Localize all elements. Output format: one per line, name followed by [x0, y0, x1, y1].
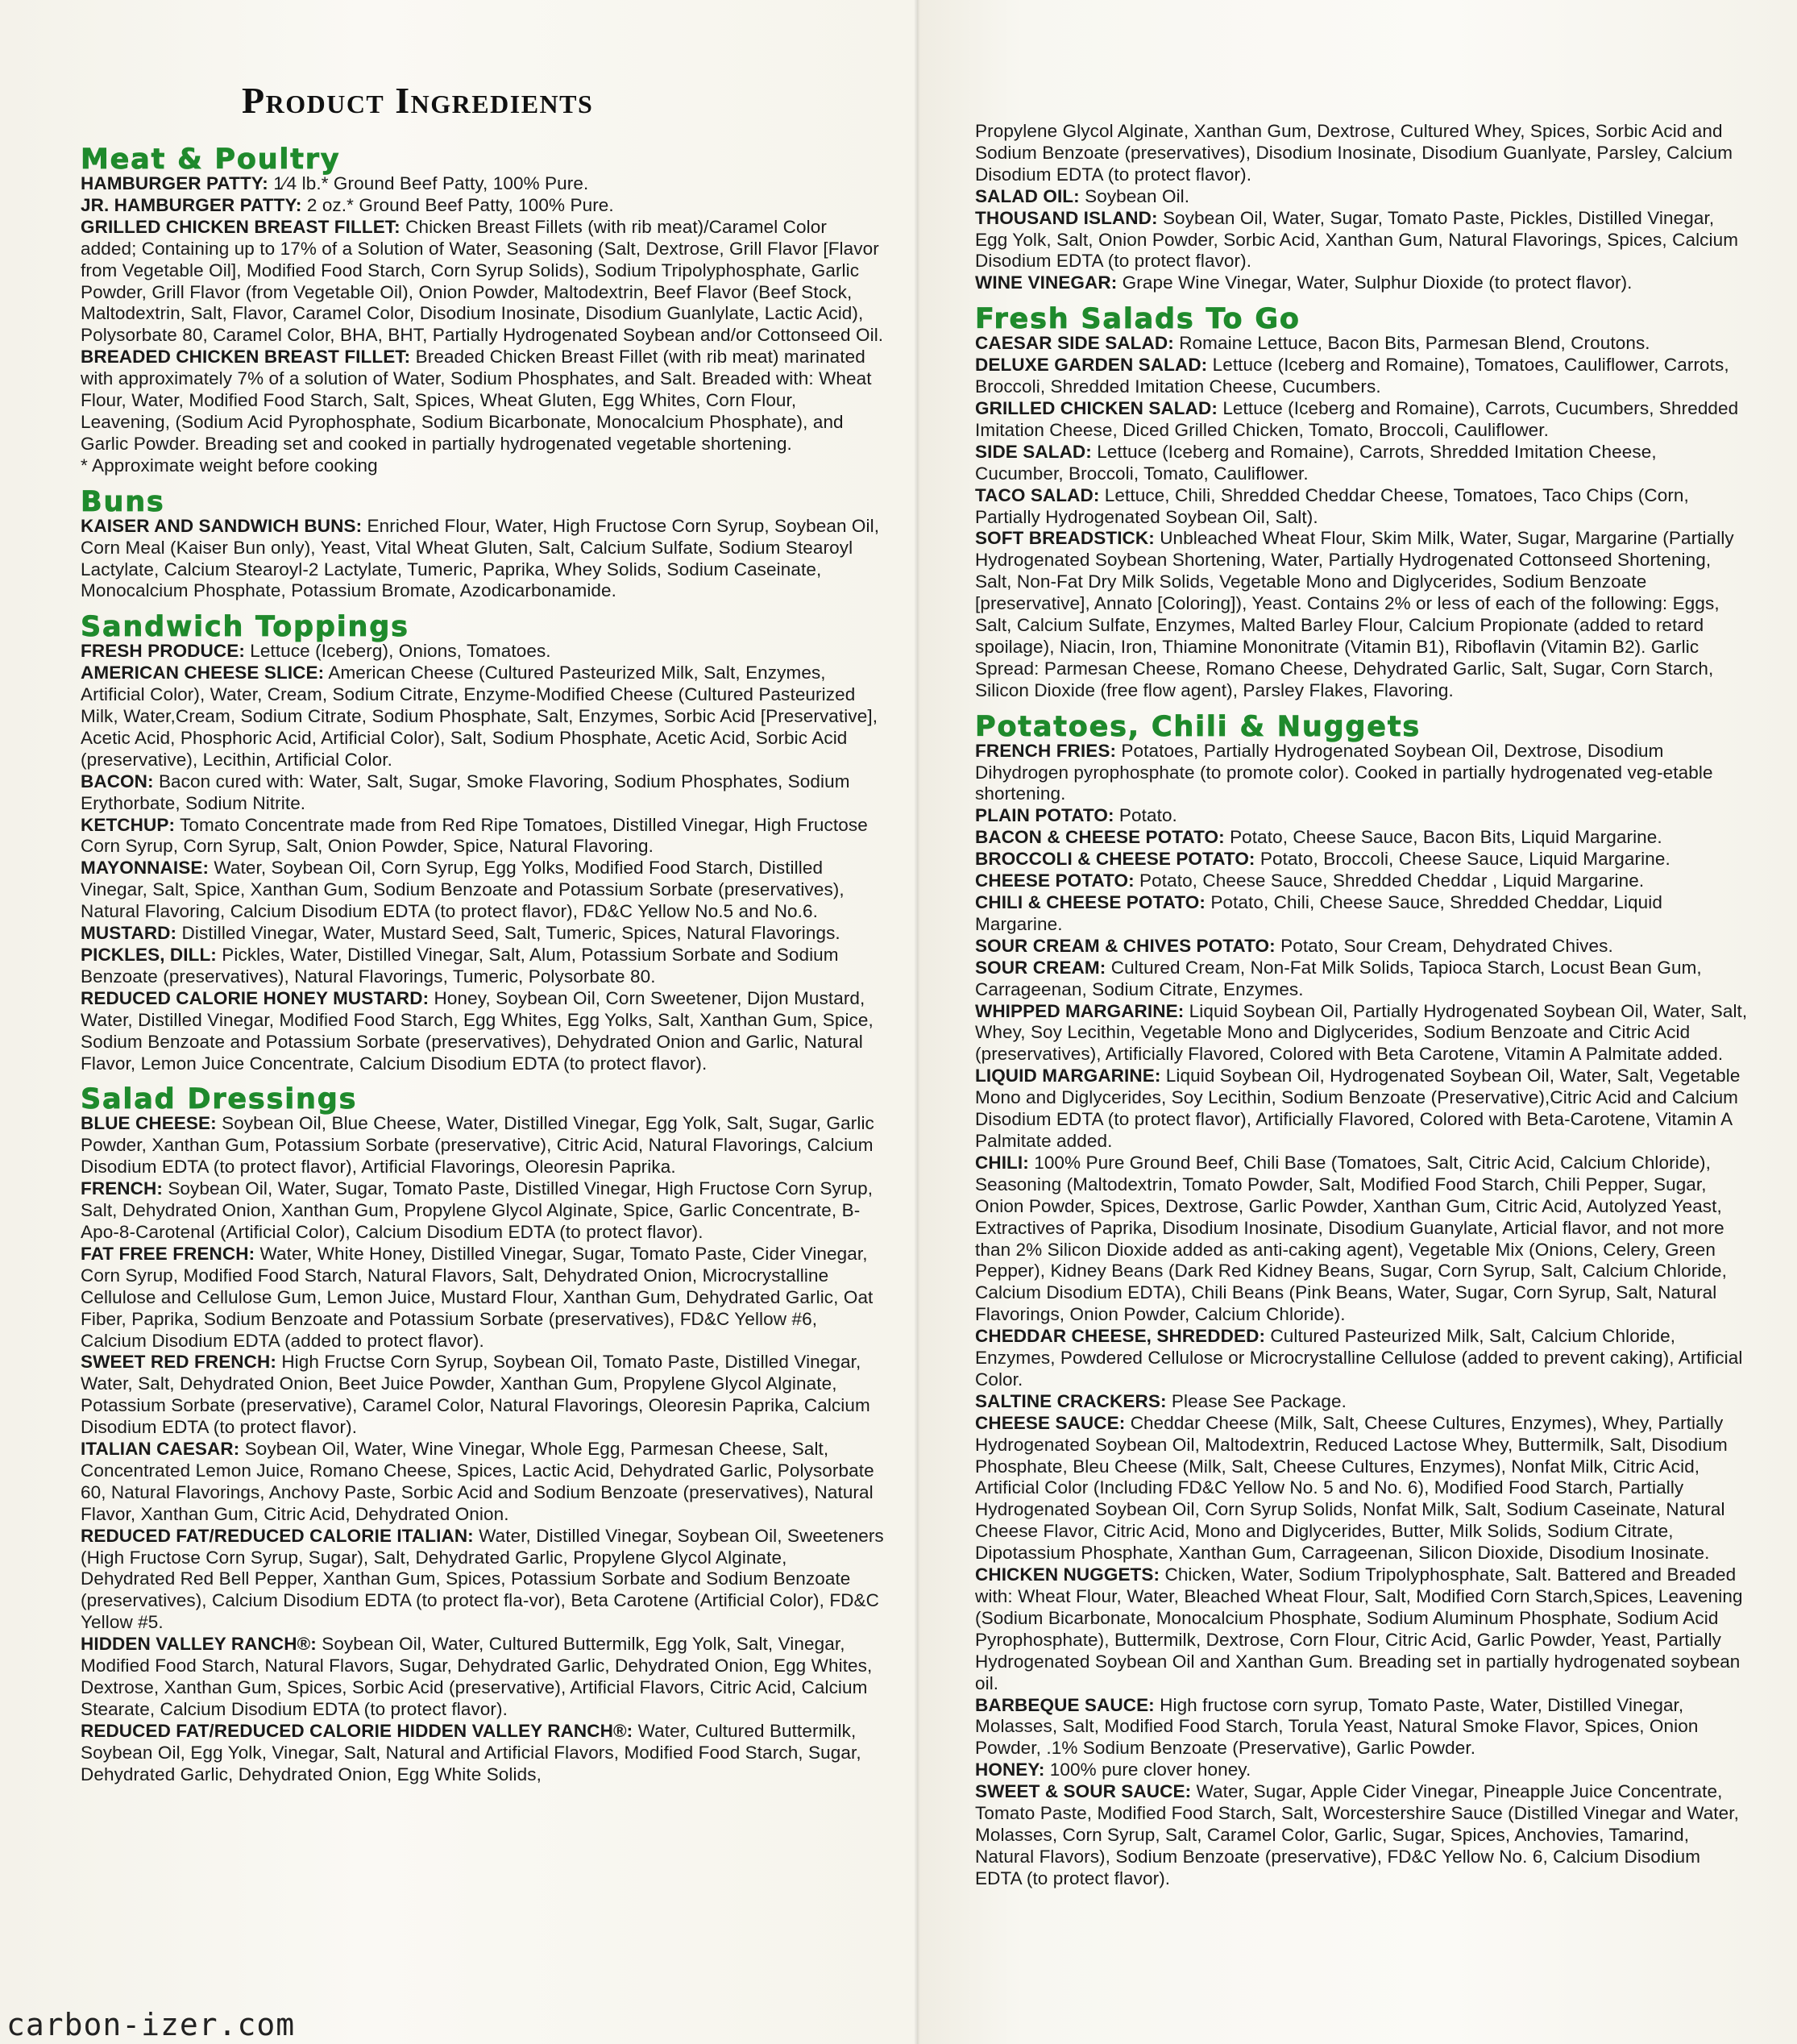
ingredient-name: HONEY:: [975, 1759, 1045, 1780]
ingredient-name: LIQUID MARGARINE:: [975, 1066, 1161, 1086]
ingredient-name: CHICKEN NUGGETS:: [975, 1564, 1160, 1585]
ingredient-entry: [975, 186, 1749, 208]
ingredient-entry: [81, 217, 886, 347]
ingredient-entry: [81, 771, 886, 815]
ingredient-list: Soybean Oil, Water, Wine Vinegar, Whole Egg, Parmesan Cheese, Salt, Concentrated Lemon Juice, Romano Cheese, Spices, Lactic Acid, Dehydrated Garlic, Polysorbate 60, Natural Flavorings, Anchovy Paste, Sorbic Acid and Sodium Benzoate (preservatives), Natural Flavor, Xanthan Gum, Citric Acid, Dehydrated Onion.: [81, 1439, 874, 1524]
ingredient-list: Enriched Flour, Water, High Fructose Corn Syrup, Soybean Oil, Corn Meal (Kaiser Bun only), Yeast, Vital Wheat Gluten, Salt, Calcium Sulfate, Sodium Stearoyl Lactylate, Calcium Stearoyl-2 Lactylate, Tumeric, Paprika, Whey Solids, Sodium Caseinate, Monocalcium Phosphate, Potassium Bromate, Azodicarbonamide.: [81, 515, 880, 601]
ingredient-list: Lettuce (Iceberg and Romaine), Tomatoes, Cauliflower, Carrots, Broccoli, Shredded Imitation Cheese, Cucumbers.: [975, 355, 1729, 397]
ingredient-list: Water, White Honey, Distilled Vinegar, Sugar, Tomato Paste, Cider Vinegar, Corn Syrup, Modified Food Starch, Natural Flavors, Salt, Dehydrated Onion, Microcrystalline Cellulose and Cellulose Gum, Lemon Juice, Mustard Flour, Xanthan Gum, Dehydrated Garlic, Oat Fiber, Paprika, Sodium Benzoate and Potassium Sorbate (preservatives), FD&C Yellow #6, Calcium Disodium EDTA (added to protect flavor).: [81, 1243, 874, 1351]
ingredient-list: Propylene Glycol Alginate, Xanthan Gum, Dextrose, Cultured Whey, Spices, Sorbic Acid and Sodium Benzoate (preservatives), Disodium Inosinate, Disodium Guanlyate, Parsley, Calcium Disodium EDTA (to protect flavor).: [975, 121, 1733, 185]
ingredient-list: 1⁄4 lb.* Ground Beef Patty, 100% Pure.: [273, 173, 589, 193]
page-fold: [914, 0, 920, 2044]
section: [975, 710, 1749, 1890]
ingredient-entry: [975, 1001, 1749, 1066]
ingredient-entry: [975, 1759, 1749, 1781]
ingredient-entry: [975, 121, 1749, 186]
ingredient-list: Potato, Sour Cream, Dehydrated Chives.: [1280, 935, 1613, 956]
left-column: [81, 143, 886, 1797]
ingredient-name: TACO SALAD:: [975, 484, 1100, 505]
ingredient-entry: [81, 1439, 886, 1526]
ingredient-entry: [975, 208, 1749, 273]
ingredient-list: Cultured Pasteurized Milk, Salt, Calcium Chloride, Enzymes, Powdered Cellulose or Microcrystalline Cellulose (added to prevent caking), Artificial Color.: [975, 1326, 1743, 1390]
ingredient-name: SWEET & SOUR SAUCE:: [975, 1781, 1192, 1802]
ingredient-name: SALAD OIL:: [975, 185, 1080, 206]
ingredient-name: MUSTARD:: [81, 923, 177, 944]
ingredient-list: Water, Distilled Vinegar, Soybean Oil, Sweeteners (High Fructose Corn Syrup, Sugar), Salt, Dehydrated Garlic, Propylene Glycol Alginate, Dehydrated Red Bell Pepper, Xanthan Gum, Spices, Potassium Sorbate and Sodium Benzoate (preservatives), Calcium Disodium EDTA (to protect fla-vor), Beta Carotene (Artificial Color), FD&C Yellow #5.: [81, 1525, 884, 1633]
ingredient-list: Honey, Soybean Oil, Corn Sweetener, Dijon Mustard, Water, Distilled Vinegar, Modified Food Starch, Egg Whites, Egg Yolks, Salt, Xanthan Gum, Spice, Sodium Benzoate and Potassium Sorbate (preservatives), Dehydrated Onion and Garlic, Natural Flavor, Lemon Juice Concentrate, Calcium Disodium EDTA (to protect flavor).: [81, 987, 874, 1074]
ingredient-entry: [975, 870, 1749, 892]
section-title: Meat & Poultry: [81, 143, 341, 176]
ingredient-entry: [975, 1413, 1749, 1564]
ingredient-name: DELUXE GARDEN SALAD:: [975, 355, 1208, 376]
ingredient-list: Soybean Oil.: [1085, 185, 1190, 206]
ingredient-entry: [975, 1564, 1749, 1694]
ingredient-name: FRENCH:: [81, 1178, 163, 1199]
ingredient-name: SIDE SALAD:: [975, 441, 1092, 462]
ingredient-list: 100% pure clover honey.: [1049, 1759, 1251, 1780]
ingredient-entry: [975, 958, 1749, 1001]
ingredient-name: BACON:: [81, 771, 154, 791]
ingredient-name: BREADED CHICKEN BREAST FILLET:: [81, 347, 411, 368]
section: [975, 305, 1749, 701]
ingredient-name: CAESAR SIDE SALAD:: [975, 333, 1174, 354]
ingredient-entry: [975, 272, 1749, 294]
ingredient-name: CHEESE POTATO:: [975, 870, 1135, 891]
ingredient-list: Chicken Breast Fillets (with rib meat)/Caramel Color added; Containing up to 17% of a Solution of Water, Seasoning (Salt, Dextrose, Grill Flavor [Flavor from Vegetable Oil], Modified Food Starch, Corn Syrup Solids), Sodium Tripolyphosphate, Garlic Powder, Grill Flavor (from Vegetable Oil), Onion Powder, Maltodextrin, Beef Flavor (Beef Stock, Maltodextrin, Salt, Flavor, Caramel Color, Disodium Inosinate, Disodium Guanlylate, Lactic Acid), Polysorbate 80, Caramel Color, BHA, BHT, Partially Hydrogenated Soybean and/or Cottonseed Oil.: [81, 216, 884, 346]
ingredient-name: REDUCED FAT/REDUCED CALORIE ITALIAN:: [81, 1525, 474, 1546]
ingredient-list: Liquid Soybean Oil, Hydrogenated Soybean Oil, Water, Salt, Vegetable Mono and Diglycerides, Soy Lecithin, Sodium Benzoate (Preservative),Citric Acid and Calcium Disodium EDTA (to protect flavor), Artificially Flavored, Colored with Beta-Carotene, Vitamin A Palmitate added.: [975, 1066, 1741, 1151]
ingredient-entry: [81, 641, 886, 663]
ingredient-entry: [81, 1721, 886, 1786]
ingredient-name: MAYONNAISE:: [81, 858, 210, 879]
ingredient-entry: [81, 195, 886, 217]
ingredient-list: Romaine Lettuce, Bacon Bits, Parmesan Blend, Croutons.: [1179, 333, 1650, 354]
ingredient-entry: [975, 741, 1749, 806]
ingredient-name: SALTINE CRACKERS:: [975, 1390, 1167, 1411]
ingredient-entry: [975, 398, 1749, 442]
ingredient-name: KAISER AND SANDWICH BUNS:: [81, 515, 363, 536]
ingredient-list: Unbleached Wheat Flour, Skim Milk, Water, Sugar, Margarine (Partially Hydrogenated Soybean Shortening, Water, Partially Hydrogenated Cottonseed Shortening, Salt, Non-Fat Dry Milk Solids, Vegetable Mono and Diglycerides, Sodium Benzoate [preservative], Annato [Coloring]), Yeast. Contains 2% or less of each of the following: Eggs, Salt, Calcium Sulfate, Enzymes, Malted Barley Flour, Calcium Propionate (added to retard spoilage), Niacin, Iron, Thiamine Mononitrate (Vitamin B1), Riboflavin (Vitamin B2). Garlic Spread: Parmesan Cheese, Romano Cheese, Dehydrated Garlic, Salt, Sugar, Corn Starch, Silicon Dioxide (free flow agent), Parsley Flakes, Flavoring.: [975, 528, 1734, 700]
ingredient-list: Lettuce (Iceberg and Romaine), Carrots, Shredded Imitation Cheese, Cucumber, Broccoli, Tomato, Cauliflower.: [975, 441, 1657, 484]
ingredient-name: BACON & CHEESE POTATO:: [975, 827, 1225, 848]
ingredient-entry: [975, 849, 1749, 870]
ingredient-list: Pickles, Water, Distilled Vinegar, Salt, Alum, Potassium Sorbate and Sodium Benzoate (preservatives), Natural Flavorings, Tumeric, Polysorbate 80.: [81, 945, 839, 987]
ingredient-list: 100% Pure Ground Beef, Chili Base (Tomatoes, Salt, Citric Acid, Calcium Chloride), Seasoning (Maltodextrin, Tomato Powder, Salt, Modified Food Starch, Chili Pepper, Sugar, Onion Powder, Spices, Dextrose, Garlic Powder, Xanthan Gum, Citric Acid, Autolyzed Yeast, Extractives of Paprika, Disodium Inosinate, Disodium Guanylate, Articial flavor, and not more than 2% Silicon Dioxide added as anti-caking agent), Vegetable Mix (Onions, Celery, Green Pepper), Kidney Beans (Dark Red Kidney Beans, Sugar, Corn Syrup, Salt, Calcium Chloride, Calcium Disodium EDTA), Chili Beans (Pink Beans, Water, Sugar, Corn Syrup, Salt, Natural Flavorings, Onion Powder, Calcium Chloride).: [975, 1152, 1728, 1325]
ingredient-name: CHILI & CHEESE POTATO:: [975, 892, 1206, 912]
ingredient-entry: [81, 1113, 886, 1178]
ingredient-entry: [81, 923, 886, 945]
ingredient-list: Bacon cured with: Water, Salt, Sugar, Smoke Flavoring, Sodium Phosphates, Sodium Erythorbate, Sodium Nitrite.: [81, 771, 850, 813]
ingredient-list: Water, Sugar, Apple Cider Vinegar, Pineapple Juice Concentrate, Tomato Paste, Modified Food Starch, Salt, Worcestershire Sauce (Distilled Vinegar and Water, Molasses, Corn Syrup, Salt, Caramel Color, Garlic, Sugar, Spices, Anchovies, Tamarind, Natural Flavors), Sodium Benzoate (preservative), FD&C Yellow No. 6, Calcium Disodium EDTA (to protect flavor).: [975, 1781, 1739, 1888]
ingredient-list: Tomato Concentrate made from Red Ripe Tomatoes, Distilled Vinegar, High Fructose Corn Syrup, Corn Syrup, Salt, Onion Powder, Spice, Natural Flavoring.: [81, 814, 868, 857]
ingredient-name: WHIPPED MARGARINE:: [975, 1000, 1185, 1021]
ingredient-entry: [81, 1634, 886, 1721]
ingredient-entry: [975, 1066, 1749, 1153]
ingredient-entry: [975, 936, 1749, 958]
ingredient-name: PICKLES, DILL:: [81, 945, 217, 965]
section: [81, 485, 886, 603]
ingredient-name: HAMBURGER PATTY:: [81, 173, 268, 193]
ingredient-list: Potato.: [1118, 805, 1177, 826]
ingredient-list: High Fructse Corn Syrup, Soybean Oil, Tomato Paste, Distilled Vinegar, Water, Salt, Dehydrated Onion, Beet Juice Powder, Xanthan Gum, Propylene Glycol Alginate, Potassium Sorbate (preservative), Caramel Color, Natural Flavorings, Oleoresin Paprika, Calcium Disodium EDTA (to protect flavor).: [81, 1352, 870, 1438]
ingredient-name: GRILLED CHICKEN BREAST FILLET:: [81, 216, 400, 237]
ingredient-entry: [81, 1244, 886, 1352]
ingredient-list: Water, Cultured Buttermilk, Soybean Oil, Egg Yolk, Vinegar, Salt, Natural and Artificial Flavors, Modified Food Starch, Sugar, Dehydrated Garlic, Dehydrated Onion, Egg White Solids,: [81, 1720, 861, 1784]
ingredient-list: Lettuce (Iceberg and Romaine), Carrots, Cucumbers, Shredded Imitation Cheese, Diced Grilled Chicken, Tomato, Broccoli, Cauliflower.: [975, 397, 1739, 440]
ingredient-name: REDUCED CALORIE HONEY MUSTARD:: [81, 987, 430, 1008]
ingredient-entry: [975, 528, 1749, 701]
ingredient-list: Soybean Oil, Water, Cultured Buttermilk, Egg Yolk, Salt, Vinegar, Modified Food Starch, Natural Flavors, Sugar, Dehydrated Garlic, Dehydrated Onion, Egg Whites, Dextrose, Xanthan Gum, Spices, Sorbic Acid (preservative), Artificial Flavors, Citric Acid, Calcium Stearate, Calcium Disodium EDTA (to protect flavor).: [81, 1634, 873, 1719]
ingredient-list: Potato, Cheese Sauce, Shredded Cheddar , Liquid Margarine.: [1139, 870, 1645, 891]
section: [81, 613, 886, 1074]
ingredient-entry: [975, 1391, 1749, 1413]
ingredient-list: 2 oz.* Ground Beef Patty, 100% Pure.: [306, 194, 614, 215]
ingredient-entry: [975, 355, 1749, 398]
ingredient-name: CHEESE SAUCE:: [975, 1412, 1126, 1433]
ingredient-name: PLAIN POTATO:: [975, 805, 1114, 826]
ingredient-entry: [81, 663, 886, 771]
ingredient-entry: [81, 988, 886, 1075]
section: [81, 1083, 886, 1785]
ingredient-list: Lettuce, Chili, Shredded Cheddar Cheese, Tomatoes, Taco Chips (Corn, Partially Hydrogenated Soybean Oil, Salt).: [975, 484, 1689, 527]
footnote: * Approximate weight before cooking: [81, 455, 378, 476]
ingredient-list: Soybean Oil, Water, Sugar, Tomato Paste, Pickles, Distilled Vinegar, Egg Yolk, Salt, Onion Powder, Sorbic Acid, Xanthan Gum, Natural Flavorings, Spices, Calcium Disodium EDTA (to protect flavor).: [975, 207, 1739, 272]
ingredient-entry: [975, 1781, 1749, 1890]
ingredient-name: FRENCH FRIES:: [975, 740, 1117, 761]
ingredient-entry: [81, 516, 886, 603]
ingredient-name: SOFT BREADSTICK:: [975, 528, 1155, 549]
ingredient-entry: [975, 1326, 1749, 1391]
ingredient-list: High fructose corn syrup, Tomato Paste, Water, Distilled Vinegar, Molasses, Salt, Modified Food Starch, Torula Yeast, Natural Smoke Flavor, Spices, Onion Powder, .1% Sodium Benzoate (Preservative), Garlic Powder.: [975, 1694, 1699, 1759]
ingredient-name: BROCCOLI & CHEESE POTATO:: [975, 849, 1255, 870]
ingredient-entry: [975, 333, 1749, 355]
section-title: Sandwich Toppings: [81, 611, 409, 644]
ingredient-name: CHILI:: [975, 1152, 1029, 1173]
ingredient-entry: [975, 892, 1749, 936]
ingredient-name: THOUSAND ISLAND:: [975, 207, 1158, 228]
ingredient-entry: [975, 485, 1749, 529]
ingredient-entry: [975, 827, 1749, 849]
ingredient-name: SWEET RED FRENCH:: [81, 1352, 276, 1373]
ingredient-name: AMERICAN CHEESE SLICE:: [81, 663, 325, 683]
ingredient-name: CHEDDAR CHEESE, SHREDDED:: [975, 1326, 1266, 1347]
section-title: Potatoes, Chili & Nuggets: [975, 710, 1421, 743]
ingredient-list: Soybean Oil, Water, Sugar, Tomato Paste, Distilled Vinegar, High Fructose Corn Syrup, Salt, Dehydrated Onion, Xanthan Gum, Propylene Glycol Alginate, Spice, Garlic Concentrate, B-Apo-8-Carotenal (Artificial Color), Calcium Disodium EDTA (to protect flavor).: [81, 1178, 874, 1242]
ingredient-entry: [975, 1153, 1749, 1326]
ingredient-entry: [81, 347, 886, 455]
ingredient-name: BLUE CHEESE:: [81, 1113, 217, 1134]
ingredient-name: KETCHUP:: [81, 814, 176, 835]
ingredient-list: Breaded Chicken Breast Fillet (with rib meat) marinated with approximately 7% of a solution of Water, Sodium Phosphates, and Salt. Breaded with: Wheat Flour, Water, Modified Food Starch, Salt, Spices, Wheat Gluten, Egg Whites, Corn Flour, Leavening, (Sodium Acid Pyrophosphate, Sodium Bicarbonate, Monocalcium Phosphate), and Garlic Powder. Breading set and cooked in partially hydrogenated vegetable shortening.: [81, 347, 872, 454]
watermark: carbon-izer.com: [6, 2007, 296, 2042]
ingredient-name: SOUR CREAM:: [975, 957, 1106, 978]
ingredient-entry: [81, 1178, 886, 1244]
continued-dressings: [975, 121, 1749, 294]
ingredient-list: Potato, Broccoli, Cheese Sauce, Liquid Margarine.: [1260, 849, 1670, 870]
ingredient-list: Please See Package.: [1171, 1390, 1347, 1411]
page-title: Product Ingredients: [242, 80, 594, 121]
ingredient-name: WINE VINEGAR:: [975, 272, 1118, 293]
ingredient-list: Liquid Soybean Oil, Partially Hydrogenated Soybean Oil, Water, Salt, Whey, Soy Lecithin, Vegetable Mono and Diglycerides, Sodium Benzoate and Citric Acid (preservatives), Artificially Flavored, Colored with Beta Carotene, Vitamin A Palmitate added.: [975, 1000, 1748, 1065]
ingredient-list: Potato, Cheese Sauce, Bacon Bits, Liquid Margarine.: [1230, 827, 1662, 848]
ingredient-entry: [81, 858, 886, 923]
ingredient-list: Lettuce (Iceberg), Onions, Tomatoes.: [250, 641, 551, 662]
ingredient-list: American Cheese (Cultured Pasteurized Milk, Salt, Enzymes, Artificial Color), Water, Cream, Sodium Citrate, Enzyme-Modified Cheese (Cultured Pasteurized Milk, Water,Cream, Sodium Citrate, Sodium Phosphate, Salt, Enzymes, Sorbic Acid [Preservative], Acetic Acid, Phosphoric Acid, Artificial Color), Salt, Sodium Phosphate, Acetic Acid, Sorbic Acid (preservative), Lecithin, Artificial Color.: [81, 663, 878, 770]
ingredient-entry: [975, 442, 1749, 485]
ingredient-name: FRESH PRODUCE:: [81, 641, 245, 662]
ingredient-entry: [81, 1526, 886, 1635]
ingredient-name: BARBEQUE SAUCE:: [975, 1694, 1155, 1715]
ingredient-list: Potatoes, Partially Hydrogenated Soybean Oil, Dextrose, Disodium Dihydrogen pyrophosphate (to promote color). Cooked in partially hydrogenated veg-etable shortening.: [975, 740, 1713, 804]
ingredient-name: JR. HAMBURGER PATTY:: [81, 194, 302, 215]
ingredient-list: Distilled Vinegar, Water, Mustard Seed, Salt, Tumeric, Spices, Natural Flavorings.: [181, 923, 840, 944]
section-title: Buns: [81, 485, 165, 518]
right-column: [975, 121, 1749, 1901]
ingredient-entry: [975, 1695, 1749, 1760]
ingredient-entry: [81, 1352, 886, 1439]
ingredient-name: HIDDEN VALLEY RANCH®:: [81, 1634, 317, 1655]
ingredient-list: Water, Soybean Oil, Corn Syrup, Egg Yolks, Modified Food Starch, Distilled Vinegar, Salt, Spice, Xanthan Gum, Sodium Benzoate and Potassium Sorbate (preservatives), Natural Flavoring, Calcium Disodium EDTA (to protect flavor), FD&C Yellow No.5 and No.6.: [81, 858, 845, 922]
ingredient-name: FAT FREE FRENCH:: [81, 1243, 255, 1264]
ingredient-name: GRILLED CHICKEN SALAD:: [975, 397, 1218, 418]
ingredient-list: Soybean Oil, Blue Cheese, Water, Distilled Vinegar, Egg Yolk, Salt, Sugar, Garlic Powder, Xanthan Gum, Potassium Sorbate (preservative), Citric Acid, Natural Flavorings, Calcium Disodium EDTA (to protect flavor), Artificial Flavorings, Oleoresin Paprika.: [81, 1113, 874, 1178]
ingredient-list: Grape Wine Vinegar, Water, Sulphur Dioxide (to protect flavor).: [1122, 272, 1633, 293]
section: [81, 143, 886, 477]
ingredient-name: REDUCED FAT/REDUCED CALORIE HIDDEN VALLEY RANCH®:: [81, 1720, 633, 1741]
ingredient-name: SOUR CREAM & CHIVES POTATO:: [975, 935, 1276, 956]
ingredient-list: Cheddar Cheese (Milk, Salt, Cheese Cultures, Enzymes), Whey, Partially Hydrogenated Soybean Oil, Maltodextrin, Reduced Lactose Whey, Buttermilk, Salt, Disodium Phosphate, Bleu Cheese (Milk, Salt, Cheese Cultures, Enzymes), Nonfat Milk, Citric Acid, Artificial Color (Including FD&C Yellow No. 5 and No. 6), Modified Food Starch, Partially Hydrogenated Soybean Oil, Corn Syrup Solids, Nonfat Milk, Salt, Sodium Caseinate, Natural Cheese Flavor, Citric Acid, Mono and Diglycerides, Butter, Milk Solids, Sodium Citrate, Dipotassium Phosphate, Xanthan Gum, Carrageenan, Silicon Dioxide, Disodium Inosinate.: [975, 1412, 1728, 1564]
ingredient-entry: [81, 173, 886, 195]
ingredient-entry: [975, 805, 1749, 827]
ingredient-list: Chicken, Water, Sodium Tripolyphosphate, Salt. Battered and Breaded with: Wheat Flour, Water, Bleached Wheat Flour, Salt, Modified Corn Starch,Spices, Leavening (Sodium Bicarbonate, Monocalcium Phosphate, Sodium Aluminum Phosphate, Sodium Acid Pyrophosphate), Buttermilk, Dextrose, Corn Flour, Citric Acid, Garlic Powder, Yeast, Partially Hydrogenated Soybean Oil and Xanthan Gum. Breading set in partially hydrogenated soybean oil.: [975, 1564, 1743, 1693]
section-title: Fresh Salads To Go: [975, 303, 1301, 336]
section-title: Salad Dressings: [81, 1083, 358, 1116]
ingredient-list: Cultured Cream, Non-Fat Milk Solids, Tapioca Starch, Locust Bean Gum, Carrageenan, Sodium Citrate, Enzymes.: [975, 957, 1702, 999]
ingredient-list: Potato, Chili, Cheese Sauce, Shredded Cheddar, Liquid Margarine.: [975, 892, 1662, 934]
ingredient-name: ITALIAN CAESAR:: [81, 1439, 240, 1460]
ingredient-entry: [81, 945, 886, 988]
ingredient-entry: [81, 815, 886, 858]
